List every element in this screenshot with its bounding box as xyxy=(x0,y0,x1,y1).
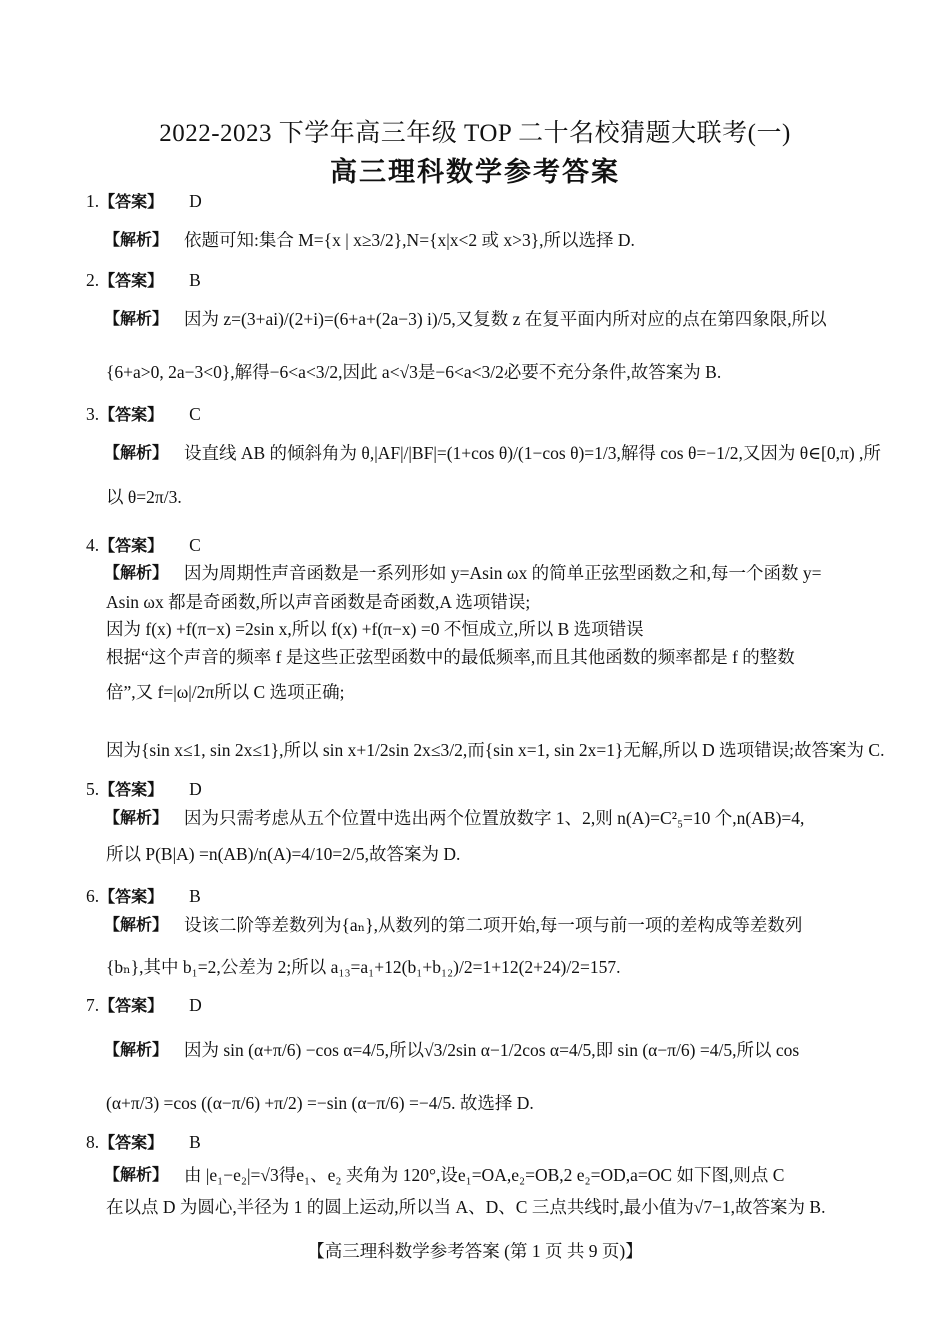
analysis-line: 因为周期性声音函数是一系列形如 y=Asin ωx 的简单正弦型函数之和,每一个函数 y= xyxy=(184,563,822,583)
analysis-line: 因为 f(x) +f(π−x) =2sin x,所以 f(x) +f(π−x) =0 不恒成立,所以 B 选项错误 xyxy=(106,619,644,639)
answer-value: D xyxy=(189,779,202,799)
page-title: 2022-2023 下学年高三年级 TOP 二十名校猜题大联考(一) xyxy=(159,120,791,147)
answer-value: D xyxy=(189,995,202,1015)
answer-value: B xyxy=(189,270,201,290)
analysis-line: 因为 sin (α+π/6) −cos α=4/5,所以√3/2sin α−1/2cos α=4/5,即 sin (α−π/6) =4/5,所以 cos xyxy=(184,1040,800,1060)
analysis-line: {bₙ},其中 b₁=2,公差为 2;所以 a₁₃=a₁+12(b₁+b₁₂)/2=1+12(2+24)/2=157. xyxy=(106,957,621,977)
question-number: 7. xyxy=(86,995,100,1015)
question-number: 6. xyxy=(86,886,100,906)
page-subtitle: 高三理科数学参考答案 xyxy=(330,157,620,188)
answer-label: 【答案】 xyxy=(99,192,164,211)
analysis-line: 设该二阶等差数列为{aₙ},从数列的第二项开始,每一项与前一项的差构成等差数列 xyxy=(184,915,803,935)
question-number: 4. xyxy=(86,535,100,555)
analysis-label: 【解析】 xyxy=(104,1165,169,1184)
answer-label: 【答案】 xyxy=(99,405,164,424)
analysis-line: 依题可知:集合 M={x | x≥3/2},N={x|x<2 或 x>3},所以选择 D. xyxy=(184,230,635,250)
analysis-label: 【解析】 xyxy=(104,230,169,249)
question-number: 2. xyxy=(86,270,100,290)
analysis-label: 【解析】 xyxy=(104,563,169,582)
analysis-line: 以 θ=2π/3. xyxy=(106,487,182,507)
analysis-line: 因为只需考虑从五个位置中选出两个位置放数字 1、2,则 n(A)=C²₅=10 个,n(AB)=4, xyxy=(184,808,805,828)
analysis-line: 因为 z=(3+ai)/(2+i)=(6+a+(2a−3) i)/5,又复数 z 在复平面内所对应的点在第四象限,所以 xyxy=(184,309,827,329)
analysis-label: 【解析】 xyxy=(104,443,169,462)
analysis-line: (α+π/3) =cos ((α−π/6) +π/2) =−sin (α−π/6) =−4/5. 故选择 D. xyxy=(106,1093,534,1113)
analysis-label: 【解析】 xyxy=(104,1040,169,1059)
analysis-line: Asin ωx 都是奇函数,所以声音函数是奇函数,A 选项错误; xyxy=(106,592,531,612)
answer-label: 【答案】 xyxy=(99,996,164,1015)
analysis-line: 由 |e₁−e₂|=√3得e₁、e₂ 夹角为 120°,设e₁=OA,e₂=OB,2 e₂=OD,a=OC 如下图,则点 C xyxy=(184,1165,785,1185)
answer-label: 【答案】 xyxy=(99,271,164,290)
answer-row xyxy=(86,884,201,909)
answer-row xyxy=(86,993,202,1018)
analysis-line: 根据“这个声音的频率 f 是这些正弦型函数中的最低频率,而且其他函数的频率都是 f 的整数 xyxy=(106,647,795,667)
analysis-label: 【解析】 xyxy=(104,309,169,328)
question-number: 5. xyxy=(86,779,100,799)
question-number: 8. xyxy=(86,1132,100,1152)
answer-value: D xyxy=(189,191,202,211)
answer-row xyxy=(86,1130,201,1155)
answer-row xyxy=(86,533,201,558)
answer-label: 【答案】 xyxy=(99,887,164,906)
answer-value: B xyxy=(189,1132,201,1152)
answer-row xyxy=(86,777,202,802)
analysis-label: 【解析】 xyxy=(104,915,169,934)
analysis-line: 倍”,又 f=|ω|/2π所以 C 选项正确; xyxy=(106,682,345,702)
answer-row xyxy=(86,189,202,214)
question-number: 1. xyxy=(86,191,100,211)
analysis-line: 在以点 D 为圆心,半径为 1 的圆上运动,所以当 A、D、C 三点共线时,最小值为√7−1,故答案为 B. xyxy=(106,1197,826,1217)
page-footer: 【高三理科数学参考答案 (第 1 页 共 9 页)】 xyxy=(307,1241,643,1261)
answer-value: B xyxy=(189,886,201,906)
answer-label: 【答案】 xyxy=(99,536,164,555)
analysis-line: 设直线 AB 的倾斜角为 θ,|AF|/|BF|=(1+cos θ)/(1−cos θ)=1/3,解得 cos θ=−1/2,又因为 θ∈[0,π) ,所 xyxy=(184,443,881,463)
answer-label: 【答案】 xyxy=(99,1133,164,1152)
analysis-label: 【解析】 xyxy=(104,808,169,827)
answer-row xyxy=(86,268,201,293)
question-number: 3. xyxy=(86,404,100,424)
analysis-line: 因为{sin x≤1, sin 2x≤1},所以 sin x+1/2sin 2x≤3/2,而{sin x=1, sin 2x=1}无解,所以 D 选项错误;故答案为 C. xyxy=(106,740,885,760)
answer-value: C xyxy=(189,535,201,555)
answer-label: 【答案】 xyxy=(99,780,164,799)
analysis-line: 所以 P(B|A) =n(AB)/n(A)=4/10=2/5,故答案为 D. xyxy=(106,844,461,864)
answer-row xyxy=(86,402,201,427)
analysis-line: {6+a>0, 2a−3<0},解得−6<a<3/2,因此 a<√3是−6<a<3/2必要不充分条件,故答案为 B. xyxy=(106,362,722,382)
answer-value: C xyxy=(189,404,201,424)
